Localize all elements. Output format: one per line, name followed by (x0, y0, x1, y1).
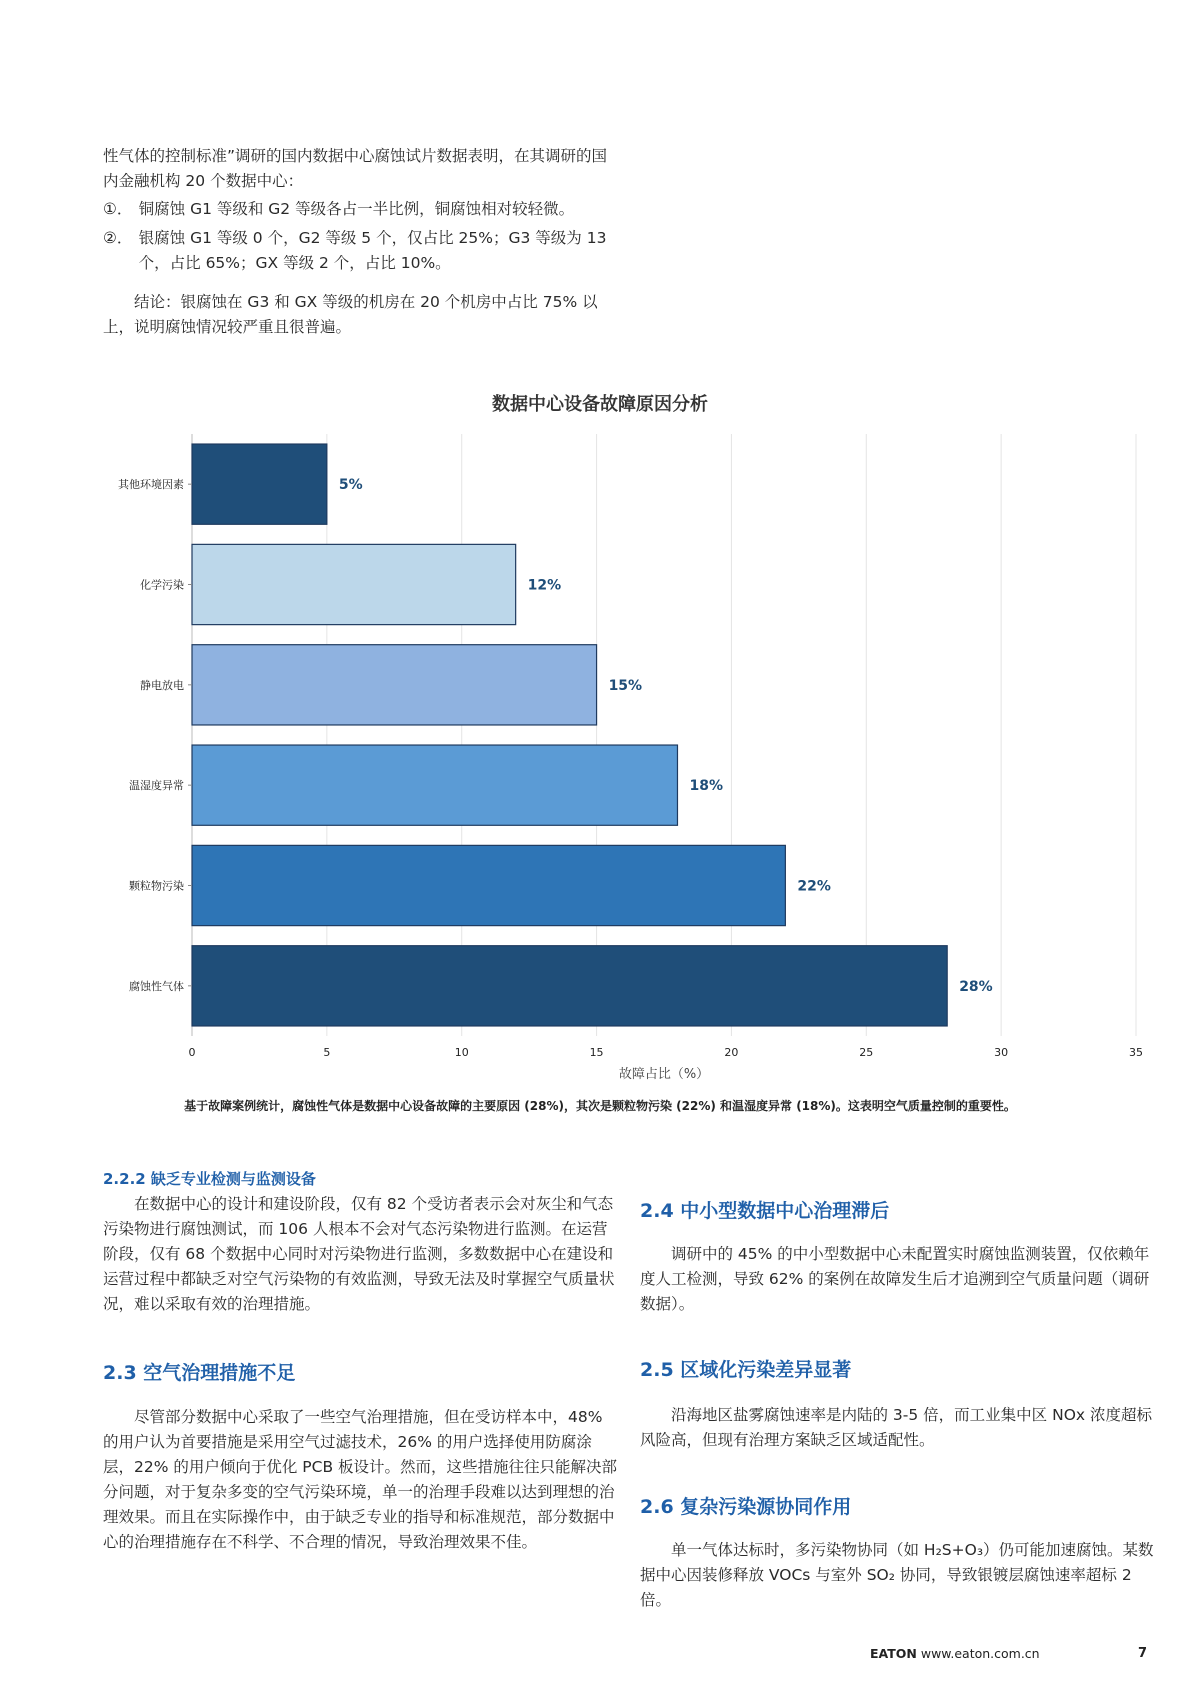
data-label: 15% (608, 677, 643, 694)
category-label: 温湿度异常 (129, 779, 184, 793)
data-label: 22% (797, 878, 831, 895)
list-number: ②． (103, 229, 133, 247)
section-title-2-5: 2.5 区域化污染差异显著 (640, 1359, 852, 1381)
bar (192, 946, 947, 1026)
category-label: 其他环境因素 (118, 478, 184, 492)
bar (192, 745, 677, 825)
page-number: 7 (1138, 1646, 1148, 1661)
section-text: 在数据中心的设计和建设阶段，仅有 82 个受访者表示会对灰尘和气态污染物进行腐蚀测试，而 106 人根本不会对气态污染物进行监测。在运营阶段，仅有 68 个数据中心同时对污染物进行监测，多数数据中心在建设和运营过程中都缺乏对空气污染物的有效监测，导致无法及时掌握空气质量状况，难以采取有效的治理措施。 (103, 1195, 615, 1313)
x-tick-label: 5 (323, 1046, 331, 1059)
section-title-2-2-2: 2.2.2 缺乏专业检测与监测设备 (103, 1170, 316, 1188)
list-number: ①． (103, 200, 133, 218)
x-tick-label: 25 (859, 1046, 874, 1059)
section-body-2-3 (103, 1405, 618, 1555)
category-label: 腐蚀性气体 (129, 979, 184, 993)
category-label: 颗粒物污染 (129, 879, 184, 893)
section-title-2-4: 2.4 中小型数据中心治理滞后 (640, 1200, 890, 1222)
x-tick-label: 35 (1129, 1046, 1143, 1059)
category-label: 静电放电 (140, 678, 184, 692)
x-tick-label: 0 (188, 1046, 196, 1059)
bar (192, 845, 785, 925)
bar-chart (0, 420, 1200, 1140)
section-body-2-5 (640, 1403, 1155, 1453)
bar (192, 645, 597, 725)
data-label: 28% (959, 978, 993, 995)
footer-url[interactable]: www.eaton.com.cn (920, 1646, 1040, 1661)
list-text: 铜腐蚀 G1 等级和 G2 等级各占一半比例，铜腐蚀相对较轻微。 (138, 200, 575, 218)
list-item (103, 197, 618, 222)
intro-conclusion: 结论：银腐蚀在 G3 和 GX 等级的机房在 20 个机房中占比 75% 以上，说明腐蚀情况较严重且很普遍。 (103, 293, 598, 336)
brand-name: EATON (870, 1646, 917, 1661)
section-title-2-3: 2.3 空气治理措施不足 (103, 1362, 296, 1384)
category-label: 化学污染 (140, 578, 184, 592)
section-title-2-6: 2.6 复杂污染源协同作用 (640, 1496, 852, 1518)
intro-lead: 性气体的控制标准”调研的国内数据中心腐蚀试片数据表明，在其调研的国内金融机构 20 个数据中心： (103, 147, 608, 190)
section-text: 单一气体达标时，多污染物协同（如 H₂S+O₃）仍可能加速腐蚀。某数据中心因装修释放 VOCs 与室外 SO₂ 协同，导致银镀层腐蚀速率超标 2 倍。 (640, 1541, 1154, 1609)
x-tick-label: 30 (994, 1046, 1009, 1059)
data-label: 5% (338, 477, 363, 494)
footer-brand (870, 1646, 1040, 1661)
x-axis-label: 故障占比（%） (618, 1067, 710, 1082)
section-body-2-6 (640, 1538, 1155, 1613)
data-label: 12% (527, 577, 562, 594)
intro-block (103, 144, 618, 340)
list-item (103, 226, 618, 276)
data-label: 18% (689, 778, 724, 795)
section-body-2-4 (640, 1242, 1155, 1317)
list-text: 银腐蚀 G1 等级 0 个，G2 等级 5 个，仅占比 25%；G3 等级为 13 个，占比 65%；GX 等级 2 个，占比 10%。 (138, 229, 607, 272)
section-text: 沿海地区盐雾腐蚀速率是内陆的 3-5 倍，而工业集中区 NOx 浓度超标风险高，但现有治理方案缺乏区域适配性。 (640, 1406, 1152, 1449)
section-body-2-2-2 (103, 1192, 618, 1317)
section-text: 尽管部分数据中心采取了一些空气治理措施，但在受访样本中，48% 的用户认为首要措施是采用空气过滤技术，26% 的用户选择使用防腐涂层，22% 的用户倾向于优化 PCB 板设计。然而，这些措施往往只能解决部分问题，对于复杂多变的空气污染环境，单一的治理手段难以达到理想的治理效果。而且在实际操作中，由于缺乏专业的指导和标准规范，部分数据中心的治理措施存在不科学、不合理的情况，导致治理效果不佳。 (103, 1408, 618, 1551)
x-tick-label: 20 (724, 1046, 739, 1059)
chart-caption: 基于故障案例统计，腐蚀性气体是数据中心设备故障的主要原因 (28%)，其次是颗粒物污染 (22%) 和温湿度异常 (18%)。这表明空气质量控制的重要性。 (184, 1099, 1016, 1113)
bar (192, 544, 516, 624)
x-tick-label: 10 (454, 1046, 469, 1059)
x-tick-label: 15 (589, 1046, 604, 1059)
bar (192, 444, 327, 524)
section-text: 调研中的 45% 的中小型数据中心未配置实时腐蚀监测装置，仅依赖年度人工检测，导致 62% 的案例在故障发生后才追溯到空气质量问题（调研数据）。 (640, 1245, 1150, 1313)
chart-title: 数据中心设备故障原因分析 (492, 394, 708, 415)
